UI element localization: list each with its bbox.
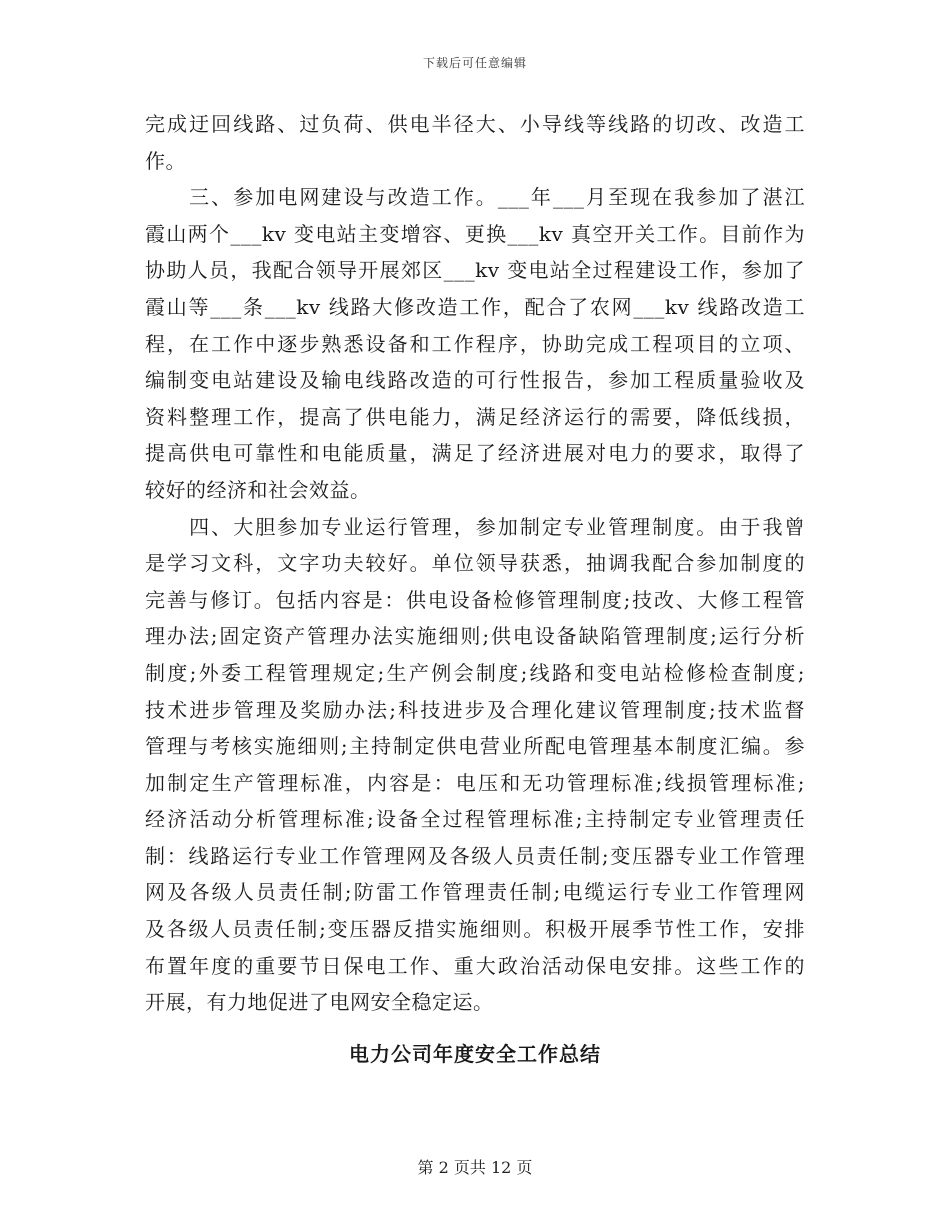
body-line: 技术进步管理及奖励办法;科技进步及合理化建议管理制度;技术监督 — [145, 697, 805, 722]
body-line: 协助人员，我配合领导开展郊区___kv 变电站全过程建设工作，参加了 — [145, 258, 805, 283]
body-line: 程，在工作中逐步熟悉设备和工作程序，协助完成工程项目的立项、 — [145, 331, 805, 356]
page-header: 下载后可任意编辑 — [422, 56, 527, 70]
body-line: 四、大胆参加专业运行管理，参加制定专业管理制度。由于我曾 — [145, 514, 805, 539]
body-line: 提高供电可靠性和电能质量，满足了经济进展对电力的要求，取得了 — [145, 441, 805, 466]
body-line: 开展，有力地促进了电网安全稳定运。 — [145, 990, 494, 1015]
body-line: 网及各级人员责任制;防雷工作管理责任制;电缆运行专业工作管理网 — [145, 880, 805, 905]
body-line: 完善与修订。包括内容是：供电设备检修管理制度;技改、大修工程管 — [145, 587, 805, 612]
body-line: 较好的经济和社会效益。 — [145, 477, 371, 502]
document-body — [145, 106, 805, 1021]
body-line: 加制定生产管理标准，内容是：电压和无功管理标准;线损管理标准; — [145, 770, 805, 795]
body-line: 编制变电站建设及输电线路改造的可行性报告，参加工程质量验收及 — [145, 368, 805, 393]
document-title: 电力公司年度安全工作总结 — [349, 1042, 601, 1066]
body-line: 霞山等___条___kv 线路大修改造工作，配合了农网___kv 线路改造工 — [145, 294, 805, 319]
body-line: 管理与考核实施细则;主持制定供电营业所配电管理基本制度汇编。参 — [145, 734, 805, 759]
body-line: 霞山两个___kv 变电站主变增容、更换___kv 真空开关工作。目前作为 — [145, 221, 805, 246]
body-line: 制度;外委工程管理规定;生产例会制度;线路和变电站检修检查制度; — [145, 660, 805, 685]
body-line: 及各级人员责任制;变压器反措实施细则。积极开展季节性工作，安排 — [145, 917, 805, 942]
body-line: 资料整理工作，提高了供电能力，满足经济运行的需要，降低线损， — [145, 404, 805, 429]
body-line: 经济活动分析管理标准;设备全过程管理标准;主持制定专业管理责任 — [145, 807, 805, 832]
body-line: 完成迂回线路、过负荷、供电半径大、小导线等线路的切改、改造工 — [145, 112, 805, 136]
body-line: 理办法;固定资产管理办法实施细则;供电设备缺陷管理制度;运行分析 — [145, 624, 805, 649]
body-line: 布置年度的重要节日保电工作、重大政治活动保电安排。这些工作的 — [145, 953, 805, 978]
body-line: 作。 — [145, 148, 186, 173]
body-line: 制：线路运行专业工作管理网及各级人员责任制;变压器专业工作管理 — [145, 843, 805, 868]
body-line: 是学习文科，文字功夫较好。单位领导获悉，抽调我配合参加制度的 — [145, 551, 805, 576]
body-line: 三、参加电网建设与改造工作。___年___月至现在我参加了湛江 — [145, 185, 805, 210]
page-number: 第 2 页共 12 页 — [417, 1158, 533, 1177]
